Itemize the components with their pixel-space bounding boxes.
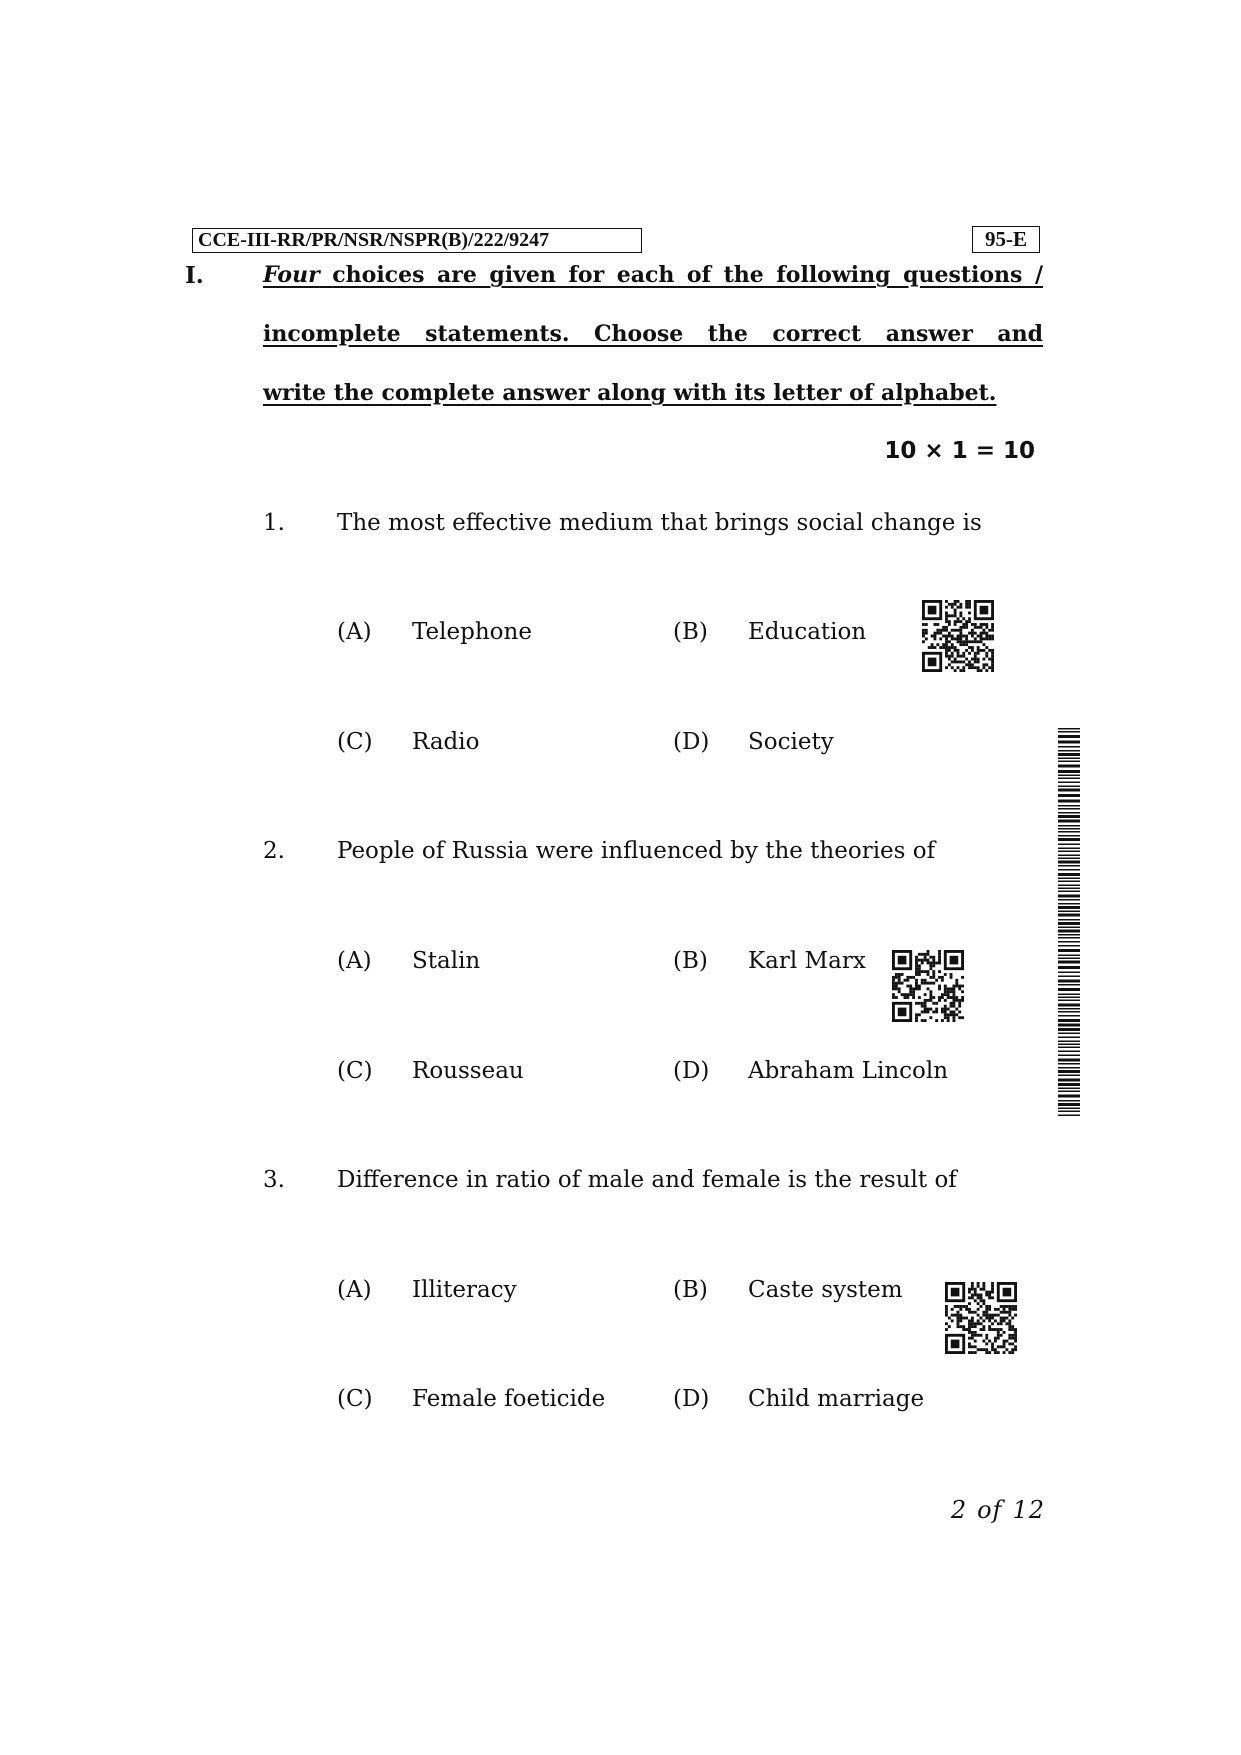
question-2-option-c-label: (C) bbox=[337, 1058, 373, 1084]
page-code: 95-E bbox=[972, 226, 1040, 253]
question-1-option-a-text: Telephone bbox=[412, 619, 532, 645]
question-3-option-b-text: Caste system bbox=[748, 1277, 903, 1303]
question-1-number: 1. bbox=[263, 510, 285, 536]
question-2-option-d-label: (D) bbox=[673, 1058, 710, 1084]
question-2-option-b-label: (B) bbox=[673, 948, 708, 974]
page-footer bbox=[900, 1496, 1045, 1524]
section-number: I. bbox=[185, 262, 204, 289]
question-3-option-c-text: Female foeticide bbox=[412, 1386, 606, 1412]
question-2-option-c-text: Rousseau bbox=[412, 1058, 524, 1084]
question-2-text: People of Russia were influenced by the theories of bbox=[337, 838, 936, 864]
page-number: 2 bbox=[950, 1496, 968, 1524]
question-1-option-b-label: (B) bbox=[673, 619, 708, 645]
question-3-option-a-text: Illiteracy bbox=[412, 1277, 517, 1303]
page-total: 12 bbox=[1012, 1496, 1045, 1524]
instruction-emphasis: Four bbox=[263, 262, 320, 288]
question-2-option-d-text: Abraham Lincoln bbox=[748, 1058, 949, 1084]
question-2-option-a-label: (A) bbox=[337, 948, 372, 974]
question-3-option-a-label: (A) bbox=[337, 1277, 372, 1303]
question-1-option-d-text: Society bbox=[748, 729, 834, 755]
question-1-option-c-text: Radio bbox=[412, 729, 480, 755]
marks-scheme: 10 × 1 = 10 bbox=[884, 438, 1035, 464]
question-1-option-c-label: (C) bbox=[337, 729, 373, 755]
qr-code-icon bbox=[945, 1282, 1017, 1354]
question-3-option-b-label: (B) bbox=[673, 1277, 708, 1303]
question-1-option-a-label: (A) bbox=[337, 619, 372, 645]
question-3-text: Difference in ratio of male and female is the result of bbox=[337, 1167, 957, 1193]
question-3-number: 3. bbox=[263, 1167, 285, 1193]
question-2-option-a-text: Stalin bbox=[412, 948, 481, 974]
paper-code: CCE-III-RR/PR/NSR/NSPR(B)/222/9247 bbox=[192, 228, 642, 253]
instruction-line-2: incomplete statements. Choose the correct answer and bbox=[263, 321, 1043, 347]
question-3-option-d-text: Child marriage bbox=[748, 1386, 925, 1412]
qr-code-icon bbox=[922, 600, 994, 672]
qr-code-icon bbox=[892, 950, 964, 1022]
instruction-line-1-rest: choices are given for each of the following questions / bbox=[332, 262, 1043, 288]
instruction-line-1 bbox=[263, 262, 1043, 288]
barcode-icon bbox=[1058, 728, 1080, 1116]
question-3-option-c-label: (C) bbox=[337, 1386, 373, 1412]
question-1-option-b-text: Education bbox=[748, 619, 867, 645]
question-2-number: 2. bbox=[263, 838, 285, 864]
question-1-text: The most effective medium that brings social change is bbox=[337, 510, 982, 536]
question-1-option-d-label: (D) bbox=[673, 729, 710, 755]
page-of-word: of bbox=[977, 1496, 1003, 1524]
instruction-line-3: write the complete answer along with its letter of alphabet. bbox=[263, 380, 997, 406]
question-2-option-b-text: Karl Marx bbox=[748, 948, 866, 974]
question-3-option-d-label: (D) bbox=[673, 1386, 710, 1412]
